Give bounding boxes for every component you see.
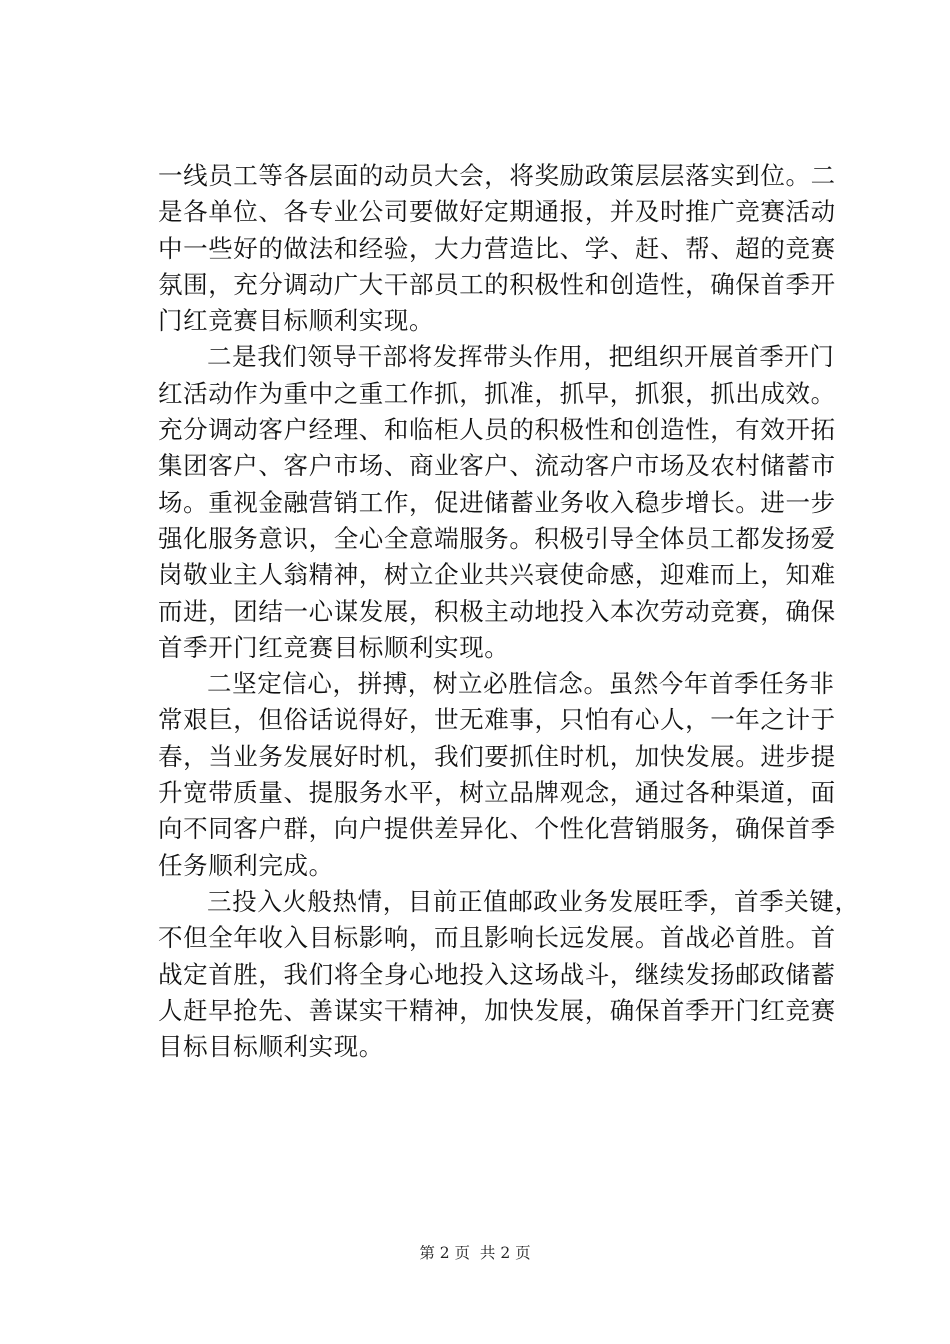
- text-line: 向不同客户群，向户提供差异化、个性化营销服务，确保首季: [158, 814, 836, 844]
- paragraph-first-line: 三投入火般热情，目前正值邮政业务发展旺季，首季关键，: [207, 886, 860, 916]
- text-line: 常艰巨，但俗话说得好，世无难事，只怕有心人，一年之计于: [158, 705, 836, 735]
- document-body: [158, 158, 860, 1065]
- text-line: 充分调动客户经理、和临柜人员的积极性和创造性，有效开拓: [158, 415, 836, 445]
- text-line: 升宽带质量、提服务水平，树立品牌观念，通过各种渠道，面: [158, 778, 836, 808]
- text-line: 首季开门红竞赛目标顺利实现。: [158, 632, 510, 662]
- paragraph-first-line: 二坚定信心，拼搏，树立必胜信念。虽然今年首季任务非: [207, 669, 835, 699]
- page-number: 第 2 页 共 2 页: [419, 1244, 531, 1262]
- text-line: 集团客户、客户市场、商业客户、流动客户市场及农村储蓄市: [158, 451, 836, 481]
- text-line: 强化服务意识，全心全意端服务。积极引导全体员工都发扬爱: [158, 523, 836, 553]
- text-line: 门红竞赛目标顺利实现。: [158, 306, 435, 336]
- text-line: 红活动作为重中之重工作抓，抓准，抓早，抓狠，抓出成效。: [158, 378, 836, 408]
- text-line: 战定首胜，我们将全身心地投入这场战斗，继续发扬邮政储蓄: [158, 959, 836, 989]
- text-line: 场。重视金融营销工作，促进储蓄业务收入稳步增长。进一步: [158, 487, 836, 517]
- text-line: 而进，团结一心谋发展，积极主动地投入本次劳动竞赛，确保: [158, 596, 836, 626]
- text-line: 任务顺利完成。: [158, 850, 334, 880]
- text-line: 是各单位、各专业公司要做好定期通报，并及时推广竞赛活动: [158, 197, 836, 227]
- text-line: 人赶早抢先、善谋实干精神，加快发展，确保首季开门红竞赛: [158, 995, 836, 1025]
- text-line: 春，当业务发展好时机，我们要抓住时机，加快发展。进步提: [158, 741, 836, 771]
- page-footer: [0, 1243, 950, 1263]
- text-line: 不但全年收入目标影响，而且影响长远发展。首战必首胜。首: [158, 923, 836, 953]
- text-line: 氛围，充分调动广大干部员工的积极性和创造性，确保首季开: [158, 269, 836, 299]
- paragraph-first-line: 二是我们领导干部将发挥带头作用，把组织开展首季开门: [207, 342, 835, 372]
- text-line: 目标目标顺利实现。: [158, 1032, 384, 1062]
- text-line: 一线员工等各层面的动员大会，将奖励政策层层落实到位。二: [158, 161, 836, 190]
- text-line: 中一些好的做法和经验，大力营造比、学、赶、帮、超的竞赛: [158, 233, 836, 263]
- text-line: 岗敬业主人翁精神，树立企业共兴衰使命感，迎难而上，知难: [158, 560, 836, 590]
